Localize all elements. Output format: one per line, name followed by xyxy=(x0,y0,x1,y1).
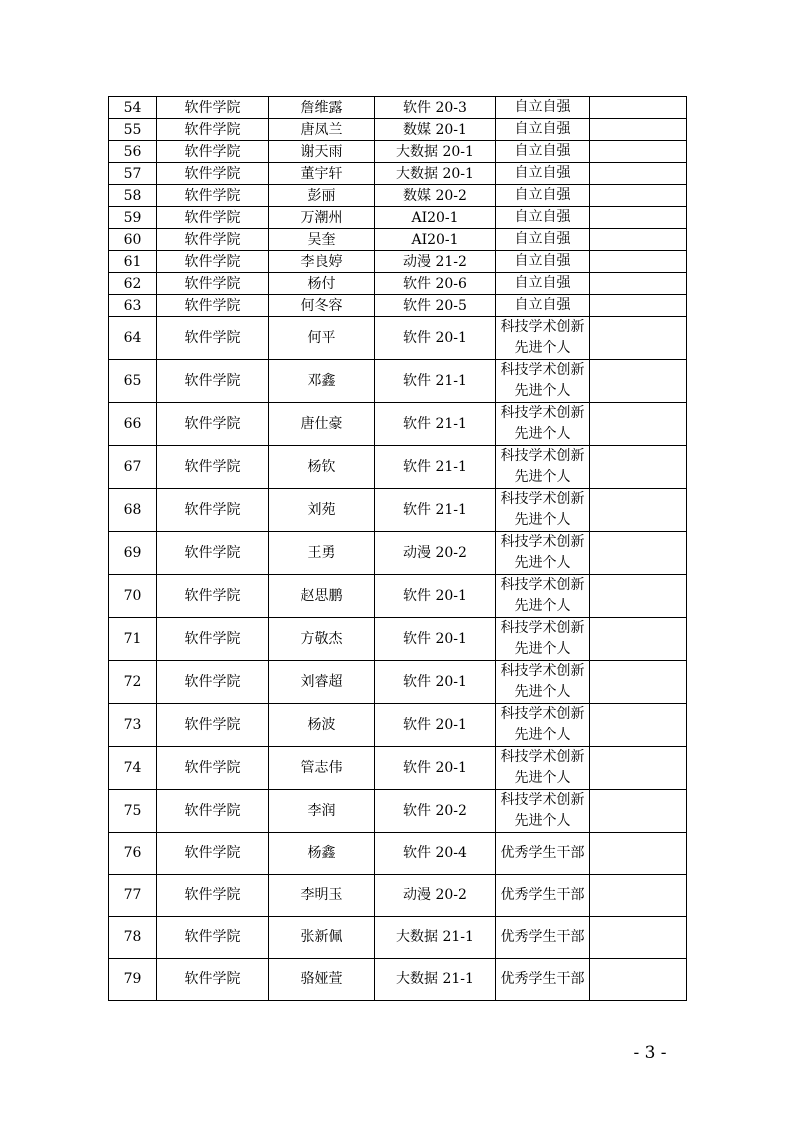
row-number: 71 xyxy=(109,618,157,661)
award-text: 优秀学生干部 xyxy=(500,971,585,987)
row-number: 65 xyxy=(109,360,157,403)
class-cell: 大数据 20-1 xyxy=(375,163,496,185)
class-cell: AI20-1 xyxy=(375,229,496,251)
row-number: 67 xyxy=(109,446,157,489)
row-number: 69 xyxy=(109,532,157,575)
student-name: 杨波 xyxy=(269,704,375,747)
award-text: 优秀学生干部 xyxy=(500,887,585,903)
award-text: 自立自强 xyxy=(514,165,571,181)
class-cell: 软件 20-3 xyxy=(375,97,496,119)
college-cell: 软件学院 xyxy=(157,489,269,532)
page-number: - 3 - xyxy=(633,1043,667,1063)
student-name: 刘睿超 xyxy=(269,661,375,704)
student-name: 张新佩 xyxy=(269,917,375,959)
note-cell xyxy=(590,229,687,251)
award-cell xyxy=(496,317,590,360)
award-cell xyxy=(496,917,590,959)
row-number: 64 xyxy=(109,317,157,360)
class-cell: 软件 21-1 xyxy=(375,489,496,532)
college-cell: 软件学院 xyxy=(157,917,269,959)
row-number: 74 xyxy=(109,747,157,790)
table-row xyxy=(109,875,687,917)
award-text: 科技学术创新先进个人 xyxy=(500,448,585,485)
table-row xyxy=(109,489,687,532)
award-text: 科技学术创新先进个人 xyxy=(500,620,585,657)
student-name: 骆娅萱 xyxy=(269,959,375,1001)
college-cell: 软件学院 xyxy=(157,790,269,833)
note-cell xyxy=(590,618,687,661)
class-cell: 软件 20-1 xyxy=(375,661,496,704)
note-cell xyxy=(590,360,687,403)
table-row xyxy=(109,360,687,403)
college-cell: 软件学院 xyxy=(157,446,269,489)
award-cell xyxy=(496,875,590,917)
award-text: 科技学术创新先进个人 xyxy=(500,577,585,614)
class-cell: 软件 21-1 xyxy=(375,446,496,489)
note-cell xyxy=(590,163,687,185)
class-cell: 软件 20-1 xyxy=(375,747,496,790)
table-row xyxy=(109,163,687,185)
table-body xyxy=(109,97,687,1001)
class-cell: 软件 20-1 xyxy=(375,704,496,747)
college-cell: 软件学院 xyxy=(157,229,269,251)
student-name: 李明玉 xyxy=(269,875,375,917)
award-text: 科技学术创新先进个人 xyxy=(500,792,585,829)
student-name: 何冬容 xyxy=(269,295,375,317)
college-cell: 软件学院 xyxy=(157,295,269,317)
row-number: 63 xyxy=(109,295,157,317)
college-cell: 软件学院 xyxy=(157,704,269,747)
award-cell xyxy=(496,446,590,489)
note-cell xyxy=(590,97,687,119)
row-number: 55 xyxy=(109,119,157,141)
table-row xyxy=(109,403,687,446)
class-cell: 软件 21-1 xyxy=(375,360,496,403)
note-cell xyxy=(590,704,687,747)
note-cell xyxy=(590,273,687,295)
award-text: 优秀学生干部 xyxy=(500,845,585,861)
college-cell: 软件学院 xyxy=(157,119,269,141)
student-name: 方敬杰 xyxy=(269,618,375,661)
note-cell xyxy=(590,119,687,141)
college-cell: 软件学院 xyxy=(157,661,269,704)
table-row xyxy=(109,959,687,1001)
class-cell: 动漫 20-2 xyxy=(375,532,496,575)
college-cell: 软件学院 xyxy=(157,532,269,575)
student-name: 吴奎 xyxy=(269,229,375,251)
student-name: 唐仕豪 xyxy=(269,403,375,446)
table-row xyxy=(109,229,687,251)
student-name: 杨付 xyxy=(269,273,375,295)
college-cell: 软件学院 xyxy=(157,185,269,207)
college-cell: 软件学院 xyxy=(157,141,269,163)
student-name: 詹维露 xyxy=(269,97,375,119)
award-text: 自立自强 xyxy=(514,121,571,137)
college-cell: 软件学院 xyxy=(157,403,269,446)
note-cell xyxy=(590,532,687,575)
table-row xyxy=(109,833,687,875)
college-cell: 软件学院 xyxy=(157,251,269,273)
student-name: 杨钦 xyxy=(269,446,375,489)
row-number: 61 xyxy=(109,251,157,273)
college-cell: 软件学院 xyxy=(157,618,269,661)
row-number: 77 xyxy=(109,875,157,917)
table-row xyxy=(109,618,687,661)
student-name: 李良婷 xyxy=(269,251,375,273)
award-cell xyxy=(496,661,590,704)
table-row xyxy=(109,575,687,618)
student-name: 彭丽 xyxy=(269,185,375,207)
table-row xyxy=(109,704,687,747)
college-cell: 软件学院 xyxy=(157,747,269,790)
award-text: 科技学术创新先进个人 xyxy=(500,534,585,571)
class-cell: 数媒 20-2 xyxy=(375,185,496,207)
award-text: 科技学术创新先进个人 xyxy=(500,491,585,528)
college-cell: 软件学院 xyxy=(157,207,269,229)
class-cell: 软件 21-1 xyxy=(375,403,496,446)
award-cell xyxy=(496,185,590,207)
class-cell: 大数据 21-1 xyxy=(375,959,496,1001)
table-row xyxy=(109,532,687,575)
college-cell: 软件学院 xyxy=(157,575,269,618)
award-cell xyxy=(496,273,590,295)
row-number: 62 xyxy=(109,273,157,295)
award-cell xyxy=(496,618,590,661)
college-cell: 软件学院 xyxy=(157,833,269,875)
class-cell: 数媒 20-1 xyxy=(375,119,496,141)
student-name: 杨鑫 xyxy=(269,833,375,875)
award-cell xyxy=(496,97,590,119)
award-text: 科技学术创新先进个人 xyxy=(500,749,585,786)
student-name: 赵思鹏 xyxy=(269,575,375,618)
note-cell xyxy=(590,917,687,959)
table-row xyxy=(109,917,687,959)
student-name: 万潮州 xyxy=(269,207,375,229)
award-cell xyxy=(496,532,590,575)
award-text: 优秀学生干部 xyxy=(500,929,585,945)
row-number: 60 xyxy=(109,229,157,251)
student-name: 李润 xyxy=(269,790,375,833)
class-cell: 软件 20-1 xyxy=(375,317,496,360)
college-cell: 软件学院 xyxy=(157,875,269,917)
class-cell: 大数据 20-1 xyxy=(375,141,496,163)
table-row xyxy=(109,295,687,317)
note-cell xyxy=(590,875,687,917)
table-row xyxy=(109,185,687,207)
note-cell xyxy=(590,575,687,618)
note-cell xyxy=(590,959,687,1001)
award-cell xyxy=(496,141,590,163)
award-cell xyxy=(496,704,590,747)
award-text: 科技学术创新先进个人 xyxy=(500,319,585,356)
award-list-table xyxy=(108,96,687,1001)
award-cell xyxy=(496,575,590,618)
row-number: 75 xyxy=(109,790,157,833)
college-cell: 软件学院 xyxy=(157,959,269,1001)
table-row xyxy=(109,747,687,790)
award-text: 自立自强 xyxy=(514,209,571,225)
table-row xyxy=(109,273,687,295)
college-cell: 软件学院 xyxy=(157,360,269,403)
award-text: 科技学术创新先进个人 xyxy=(500,405,585,442)
award-text: 科技学术创新先进个人 xyxy=(500,706,585,743)
note-cell xyxy=(590,185,687,207)
note-cell xyxy=(590,790,687,833)
student-name: 何平 xyxy=(269,317,375,360)
table-row xyxy=(109,207,687,229)
row-number: 57 xyxy=(109,163,157,185)
college-cell: 软件学院 xyxy=(157,97,269,119)
award-text: 自立自强 xyxy=(514,99,571,115)
table-row xyxy=(109,141,687,163)
student-name: 邓鑫 xyxy=(269,360,375,403)
award-cell xyxy=(496,207,590,229)
award-cell xyxy=(496,403,590,446)
row-number: 56 xyxy=(109,141,157,163)
award-cell xyxy=(496,833,590,875)
row-number: 72 xyxy=(109,661,157,704)
student-name: 王勇 xyxy=(269,532,375,575)
award-cell xyxy=(496,229,590,251)
award-cell xyxy=(496,489,590,532)
class-cell: AI20-1 xyxy=(375,207,496,229)
class-cell: 动漫 20-2 xyxy=(375,875,496,917)
row-number: 70 xyxy=(109,575,157,618)
row-number: 79 xyxy=(109,959,157,1001)
table-row xyxy=(109,119,687,141)
award-text: 科技学术创新先进个人 xyxy=(500,362,585,399)
row-number: 73 xyxy=(109,704,157,747)
student-name: 管志伟 xyxy=(269,747,375,790)
award-cell xyxy=(496,747,590,790)
row-number: 68 xyxy=(109,489,157,532)
note-cell xyxy=(590,141,687,163)
award-text: 自立自强 xyxy=(514,297,571,313)
student-name: 唐凤兰 xyxy=(269,119,375,141)
award-text: 自立自强 xyxy=(514,143,571,159)
note-cell xyxy=(590,747,687,790)
class-cell: 软件 20-2 xyxy=(375,790,496,833)
table-row xyxy=(109,317,687,360)
table-row xyxy=(109,97,687,119)
note-cell xyxy=(590,403,687,446)
award-text: 自立自强 xyxy=(514,253,571,269)
note-cell xyxy=(590,251,687,273)
class-cell: 软件 20-5 xyxy=(375,295,496,317)
award-cell xyxy=(496,251,590,273)
note-cell xyxy=(590,295,687,317)
college-cell: 软件学院 xyxy=(157,163,269,185)
class-cell: 软件 20-4 xyxy=(375,833,496,875)
class-cell: 软件 20-6 xyxy=(375,273,496,295)
award-cell xyxy=(496,790,590,833)
award-text: 自立自强 xyxy=(514,231,571,247)
college-cell: 软件学院 xyxy=(157,317,269,360)
award-text: 自立自强 xyxy=(514,275,571,291)
class-cell: 软件 20-1 xyxy=(375,575,496,618)
award-text: 科技学术创新先进个人 xyxy=(500,663,585,700)
table-row xyxy=(109,790,687,833)
award-cell xyxy=(496,295,590,317)
class-cell: 大数据 21-1 xyxy=(375,917,496,959)
award-cell xyxy=(496,163,590,185)
college-cell: 软件学院 xyxy=(157,273,269,295)
table-row xyxy=(109,661,687,704)
award-cell xyxy=(496,959,590,1001)
note-cell xyxy=(590,446,687,489)
note-cell xyxy=(590,317,687,360)
row-number: 76 xyxy=(109,833,157,875)
class-cell: 软件 20-1 xyxy=(375,618,496,661)
table-row xyxy=(109,446,687,489)
note-cell xyxy=(590,833,687,875)
row-number: 78 xyxy=(109,917,157,959)
student-name: 谢天雨 xyxy=(269,141,375,163)
student-name: 董宇轩 xyxy=(269,163,375,185)
table-row xyxy=(109,251,687,273)
row-number: 59 xyxy=(109,207,157,229)
note-cell xyxy=(590,207,687,229)
student-name: 刘苑 xyxy=(269,489,375,532)
row-number: 54 xyxy=(109,97,157,119)
award-cell xyxy=(496,119,590,141)
award-text: 自立自强 xyxy=(514,187,571,203)
award-cell xyxy=(496,360,590,403)
note-cell xyxy=(590,661,687,704)
note-cell xyxy=(590,489,687,532)
row-number: 66 xyxy=(109,403,157,446)
row-number: 58 xyxy=(109,185,157,207)
class-cell: 动漫 21-2 xyxy=(375,251,496,273)
